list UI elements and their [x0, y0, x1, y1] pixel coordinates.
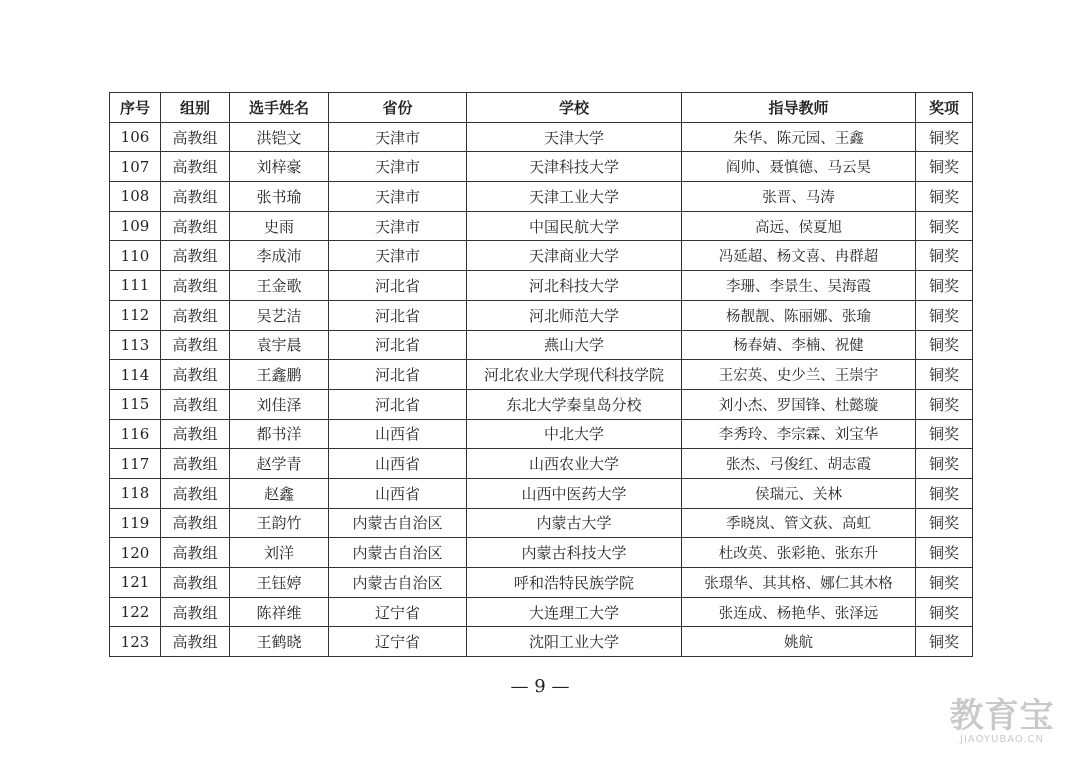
cell-instructor: 杜改英、张彩艳、张东升 [682, 538, 916, 568]
cell-instructor: 刘小杰、罗国锋、杜懿璇 [682, 389, 916, 419]
table-body [110, 122, 973, 656]
cell-award: 铜奖 [916, 508, 973, 538]
cell-contestant-name: 王钰婷 [230, 568, 329, 598]
header-contestant-name: 选手姓名 [230, 93, 329, 123]
cell-instructor: 李珊、李景生、吴海霞 [682, 271, 916, 301]
cell-instructor: 张晋、马涛 [682, 182, 916, 212]
cell-province: 山西省 [329, 478, 467, 508]
cell-award: 铜奖 [916, 271, 973, 301]
watermark-url-text: JIAOYUBAO.CN [960, 734, 1044, 745]
cell-province: 内蒙古自治区 [329, 568, 467, 598]
cell-group: 高教组 [161, 330, 230, 360]
cell-serial-number: 123 [110, 627, 161, 657]
cell-school: 大连理工大学 [467, 597, 682, 627]
cell-group: 高教组 [161, 597, 230, 627]
cell-school: 东北大学秦皇岛分校 [467, 389, 682, 419]
page-number: — 9 — [510, 676, 570, 697]
cell-school: 山西中医药大学 [467, 478, 682, 508]
cell-serial-number: 111 [110, 271, 161, 301]
watermark-logo [942, 698, 1062, 745]
cell-award: 铜奖 [916, 211, 973, 241]
table-row [110, 538, 973, 568]
cell-serial-number: 116 [110, 419, 161, 449]
cell-group: 高教组 [161, 360, 230, 390]
table-row [110, 330, 973, 360]
cell-province: 内蒙古自治区 [329, 538, 467, 568]
cell-contestant-name: 刘洋 [230, 538, 329, 568]
watermark-logo-text: 教育宝 [949, 696, 1055, 736]
header-group: 组别 [161, 93, 230, 123]
table-row [110, 568, 973, 598]
cell-school: 内蒙古大学 [467, 508, 682, 538]
cell-award: 铜奖 [916, 538, 973, 568]
cell-contestant-name: 王鑫鹏 [230, 360, 329, 390]
cell-instructor: 王宏英、史少兰、王崇宇 [682, 360, 916, 390]
cell-group: 高教组 [161, 508, 230, 538]
cell-serial-number: 112 [110, 300, 161, 330]
cell-province: 河北省 [329, 300, 467, 330]
cell-instructor: 姚航 [682, 627, 916, 657]
cell-instructor: 张杰、弓俊红、胡志霞 [682, 449, 916, 479]
table-row [110, 389, 973, 419]
cell-school: 河北科技大学 [467, 271, 682, 301]
cell-province: 辽宁省 [329, 597, 467, 627]
cell-province: 天津市 [329, 152, 467, 182]
cell-serial-number: 121 [110, 568, 161, 598]
table-row [110, 211, 973, 241]
cell-instructor: 张璟华、其其格、娜仁其木格 [682, 568, 916, 598]
cell-group: 高教组 [161, 478, 230, 508]
cell-award: 铜奖 [916, 449, 973, 479]
cell-group: 高教组 [161, 300, 230, 330]
cell-contestant-name: 陈祥维 [230, 597, 329, 627]
header-instructor: 指导教师 [682, 93, 916, 123]
cell-contestant-name: 袁宇晨 [230, 330, 329, 360]
cell-school: 呼和浩特民族学院 [467, 568, 682, 598]
cell-group: 高教组 [161, 182, 230, 212]
cell-instructor: 高远、侯夏旭 [682, 211, 916, 241]
table-row [110, 241, 973, 271]
cell-province: 天津市 [329, 122, 467, 152]
cell-school: 中北大学 [467, 419, 682, 449]
cell-award: 铜奖 [916, 182, 973, 212]
cell-contestant-name: 赵鑫 [230, 478, 329, 508]
cell-instructor: 冯延超、杨文喜、冉群超 [682, 241, 916, 271]
cell-award: 铜奖 [916, 122, 973, 152]
cell-serial-number: 113 [110, 330, 161, 360]
cell-contestant-name: 刘佳泽 [230, 389, 329, 419]
cell-contestant-name: 王鹤晓 [230, 627, 329, 657]
cell-award: 铜奖 [916, 152, 973, 182]
header-award: 奖项 [916, 93, 973, 123]
cell-province: 内蒙古自治区 [329, 508, 467, 538]
header-school: 学校 [467, 93, 682, 123]
cell-serial-number: 115 [110, 389, 161, 419]
cell-award: 铜奖 [916, 478, 973, 508]
cell-serial-number: 118 [110, 478, 161, 508]
cell-school: 河北农业大学现代科技学院 [467, 360, 682, 390]
cell-contestant-name: 王金歌 [230, 271, 329, 301]
cell-serial-number: 117 [110, 449, 161, 479]
cell-serial-number: 108 [110, 182, 161, 212]
table-row [110, 627, 973, 657]
cell-contestant-name: 都书洋 [230, 419, 329, 449]
cell-group: 高教组 [161, 241, 230, 271]
cell-serial-number: 119 [110, 508, 161, 538]
cell-award: 铜奖 [916, 419, 973, 449]
cell-award: 铜奖 [916, 241, 973, 271]
cell-school: 沈阳工业大学 [467, 627, 682, 657]
cell-province: 河北省 [329, 360, 467, 390]
table-header-row [110, 93, 973, 123]
cell-instructor: 朱华、陈元园、王鑫 [682, 122, 916, 152]
cell-province: 山西省 [329, 419, 467, 449]
table-row [110, 597, 973, 627]
cell-serial-number: 120 [110, 538, 161, 568]
cell-group: 高教组 [161, 211, 230, 241]
cell-school: 中国民航大学 [467, 211, 682, 241]
award-list-table [109, 92, 973, 657]
cell-instructor: 季晓岚、管文荻、高虹 [682, 508, 916, 538]
cell-instructor: 侯瑞元、关林 [682, 478, 916, 508]
cell-contestant-name: 王韵竹 [230, 508, 329, 538]
cell-province: 河北省 [329, 271, 467, 301]
table-row [110, 152, 973, 182]
table-row [110, 360, 973, 390]
cell-award: 铜奖 [916, 330, 973, 360]
cell-province: 辽宁省 [329, 627, 467, 657]
cell-province: 河北省 [329, 389, 467, 419]
cell-group: 高教组 [161, 389, 230, 419]
table-row [110, 478, 973, 508]
cell-group: 高教组 [161, 449, 230, 479]
cell-serial-number: 107 [110, 152, 161, 182]
cell-contestant-name: 赵学青 [230, 449, 329, 479]
cell-award: 铜奖 [916, 389, 973, 419]
cell-contestant-name: 刘梓豪 [230, 152, 329, 182]
cell-serial-number: 122 [110, 597, 161, 627]
table-row [110, 182, 973, 212]
cell-award: 铜奖 [916, 568, 973, 598]
cell-contestant-name: 洪铠文 [230, 122, 329, 152]
cell-school: 天津科技大学 [467, 152, 682, 182]
cell-serial-number: 106 [110, 122, 161, 152]
cell-school: 河北师范大学 [467, 300, 682, 330]
cell-serial-number: 110 [110, 241, 161, 271]
cell-province: 天津市 [329, 211, 467, 241]
cell-school: 天津商业大学 [467, 241, 682, 271]
cell-group: 高教组 [161, 419, 230, 449]
cell-award: 铜奖 [916, 627, 973, 657]
table-row [110, 122, 973, 152]
cell-contestant-name: 吴艺洁 [230, 300, 329, 330]
cell-province: 天津市 [329, 241, 467, 271]
header-province: 省份 [329, 93, 467, 123]
cell-group: 高教组 [161, 122, 230, 152]
cell-school: 天津工业大学 [467, 182, 682, 212]
cell-instructor: 杨春婧、李楠、祝健 [682, 330, 916, 360]
cell-serial-number: 114 [110, 360, 161, 390]
cell-award: 铜奖 [916, 360, 973, 390]
cell-award: 铜奖 [916, 300, 973, 330]
cell-group: 高教组 [161, 627, 230, 657]
cell-province: 山西省 [329, 449, 467, 479]
cell-school: 天津大学 [467, 122, 682, 152]
cell-group: 高教组 [161, 271, 230, 301]
table-row [110, 419, 973, 449]
header-serial-number: 序号 [110, 93, 161, 123]
cell-group: 高教组 [161, 538, 230, 568]
table-row [110, 449, 973, 479]
cell-school: 山西农业大学 [467, 449, 682, 479]
table-row [110, 271, 973, 301]
table-row [110, 300, 973, 330]
table-row [110, 508, 973, 538]
cell-contestant-name: 张书瑜 [230, 182, 329, 212]
cell-province: 河北省 [329, 330, 467, 360]
cell-school: 燕山大学 [467, 330, 682, 360]
cell-school: 内蒙古科技大学 [467, 538, 682, 568]
cell-award: 铜奖 [916, 597, 973, 627]
cell-contestant-name: 李成沛 [230, 241, 329, 271]
cell-group: 高教组 [161, 152, 230, 182]
cell-province: 天津市 [329, 182, 467, 212]
cell-instructor: 李秀玲、李宗霖、刘宝华 [682, 419, 916, 449]
cell-group: 高教组 [161, 568, 230, 598]
cell-instructor: 张连成、杨艳华、张泽远 [682, 597, 916, 627]
cell-serial-number: 109 [110, 211, 161, 241]
cell-contestant-name: 史雨 [230, 211, 329, 241]
cell-instructor: 阎帅、聂慎德、马云昊 [682, 152, 916, 182]
cell-instructor: 杨靓靓、陈丽娜、张瑜 [682, 300, 916, 330]
